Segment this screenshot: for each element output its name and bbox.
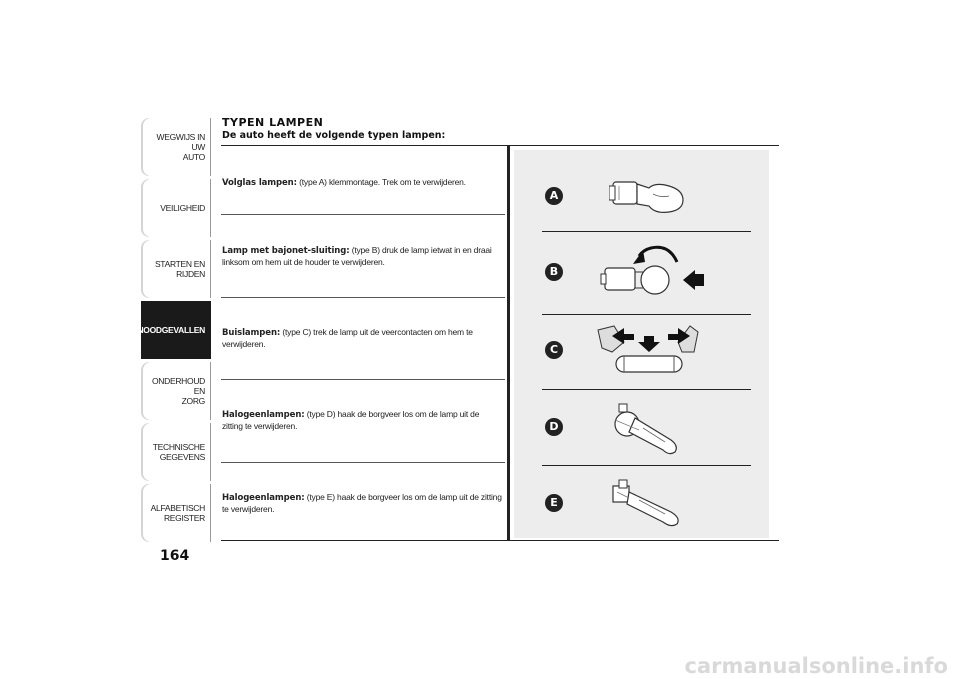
entry-term: Volglas lampen: <box>222 178 297 188</box>
entry-term: Buislampen: <box>222 328 281 338</box>
bottom-rule <box>221 540 779 541</box>
entry-type-b <box>222 245 502 268</box>
entry-type-a <box>222 177 502 189</box>
label-b-badge: B <box>545 263 563 281</box>
watermark: carmanualsonline.info <box>684 654 948 678</box>
column-divider <box>507 145 510 541</box>
row-divider <box>221 214 505 215</box>
entry-text: (type C) trek de lamp uit de veercontacten om hem te verwijderen. <box>222 327 473 349</box>
wedge-bulb-icon <box>609 172 689 217</box>
figure-divider <box>542 389 751 390</box>
row-divider <box>221 297 505 298</box>
figure-divider <box>542 314 751 315</box>
row-divider <box>221 462 505 463</box>
label-a-badge: A <box>545 187 563 205</box>
entry-text: (type E) haak de borgveer los om de lamp uit de zitting te verwijderen. <box>222 492 502 514</box>
entry-type-c <box>222 327 502 350</box>
tab-technische-gegevens[interactable] <box>141 423 211 481</box>
chapter-sidebar <box>137 118 211 545</box>
tab-noodgevallen[interactable] <box>137 301 211 359</box>
label-d-badge: D <box>545 418 563 436</box>
tab-label: STARTEN EN RIJDEN <box>154 259 205 279</box>
top-rule <box>221 145 779 146</box>
entry-text: (type B) druk de lamp ietwat in en draai linksom om hem uit de houder te verwijderen. <box>222 245 492 267</box>
page-number: 164 <box>160 548 190 564</box>
tab-label: WEGWIJS IN UW AUTO <box>156 132 205 162</box>
figure-divider <box>542 465 751 466</box>
festoon-bulb-icon <box>594 322 709 382</box>
tab-wegwijs-in-uw-auto[interactable] <box>141 118 211 176</box>
halogen-bulb-d-icon <box>609 400 694 460</box>
lamp-types-figure <box>514 150 769 538</box>
halogen-bulb-e-icon <box>609 478 694 533</box>
tab-label: TECHNISCHE GEGEVENS <box>152 442 205 462</box>
tab-label: ONDERHOUD EN ZORG <box>151 376 205 406</box>
entry-text: (type D) haak de borgveer los om de lamp uit de zitting te verwijderen. <box>222 409 480 431</box>
entry-text: (type A) klemmontage. Trek om te verwijderen. <box>296 177 466 187</box>
entry-term: Halogeenlampen: <box>222 410 305 420</box>
tab-label: VEILIGHEID <box>160 203 205 213</box>
entry-term: Halogeenlampen: <box>222 493 305 503</box>
section-title: TYPEN LAMPEN <box>222 116 324 129</box>
label-c-badge: C <box>545 341 563 359</box>
entry-type-e <box>222 492 502 515</box>
tab-starten-en-rijden[interactable] <box>141 240 211 298</box>
label-e-badge: E <box>545 494 563 512</box>
figure-divider <box>542 231 751 232</box>
tab-veiligheid[interactable] <box>141 179 211 237</box>
entry-type-d <box>222 409 502 432</box>
tab-label: NOODGEVALLEN <box>137 325 205 335</box>
entry-term: Lamp met bajonet-sluiting: <box>222 246 350 256</box>
row-divider <box>221 379 505 380</box>
tab-onderhoud-en-zorg[interactable] <box>141 362 211 420</box>
tab-label: ALFABETISCH REGISTER <box>150 503 205 523</box>
tab-alfabetisch-register[interactable] <box>141 484 211 542</box>
bayonet-bulb-icon <box>599 242 709 307</box>
section-subtitle: De auto heeft de volgende typen lampen: <box>222 130 446 141</box>
